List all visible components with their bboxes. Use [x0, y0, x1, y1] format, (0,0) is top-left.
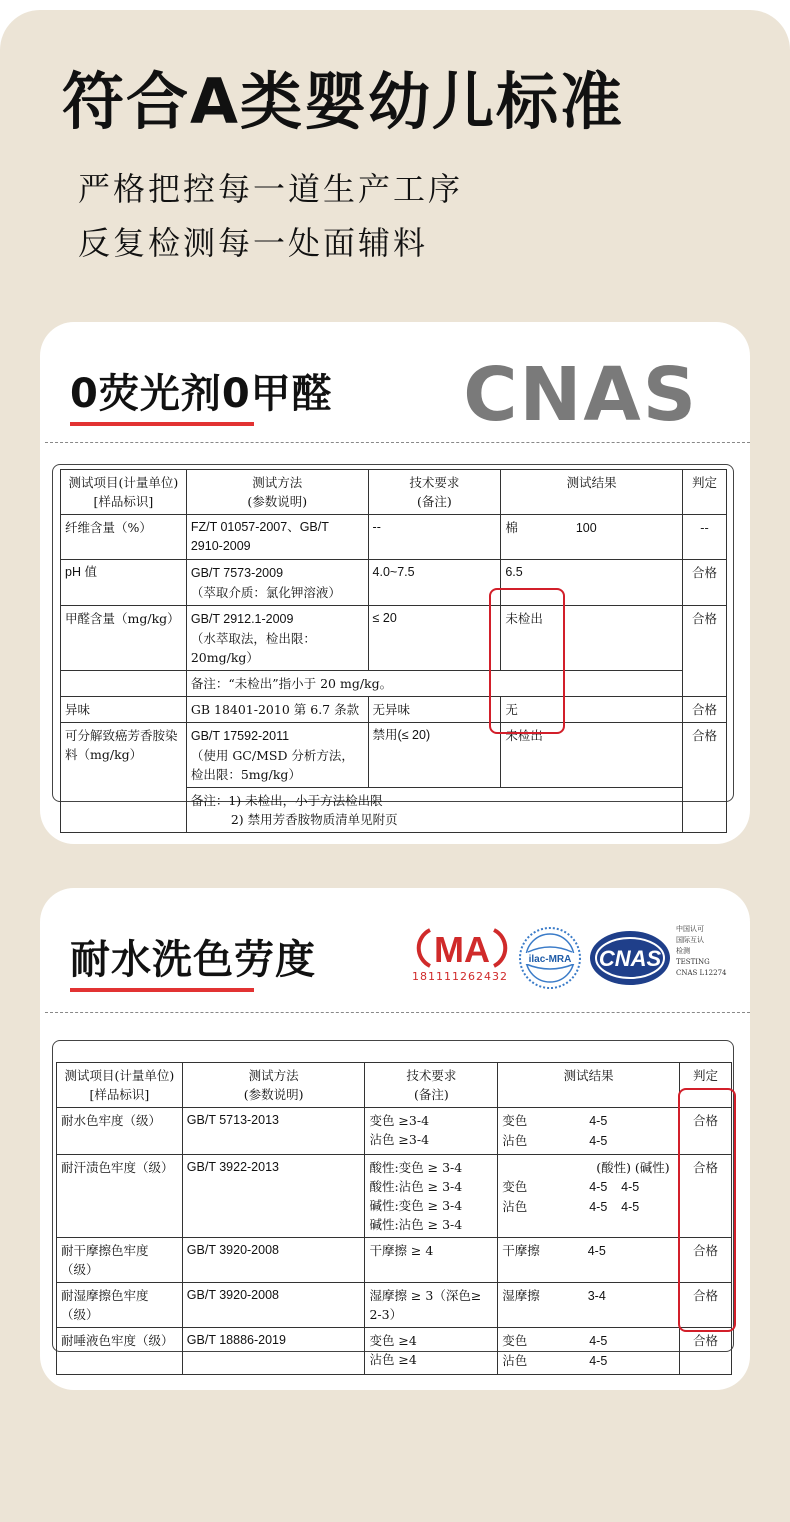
- table-header-row: [57, 1063, 732, 1108]
- colorfastness-card: [40, 888, 750, 1390]
- col-requirement-header: 技术要求 (备注): [365, 1063, 498, 1108]
- result-highlight-box: [489, 588, 565, 734]
- subtitle-line-1: 严格把控每一道生产工序: [78, 170, 464, 208]
- table-row: 纤维含量（%） FZ/T 01057-2007、GB/T 2910-2009 -- 棉 100 --: [61, 515, 727, 560]
- col-item-header: 测试项目(计量单位) [样品标识]: [57, 1063, 183, 1108]
- col-result-header: 测试结果: [501, 470, 683, 515]
- title-underline: [70, 988, 254, 992]
- test-report-table: [60, 469, 727, 833]
- certification-logos: [412, 924, 732, 994]
- table-row: 耐湿摩擦色牢度（级） GB/T 3920-2008 湿摩擦 ≥ 3（深色≥ 2-3） 湿摩擦 3-4 合格: [57, 1283, 732, 1328]
- verdict-highlight-box: [678, 1088, 736, 1332]
- table-note-row: 备注：“未检出”指小于 20 mg/kg。: [61, 671, 727, 697]
- table-row: 耐水色牢度（级） GB/T 5713-2013 变色 ≥3-4 沾色 ≥3-4 变色 4-5 沾色 4-5 合格: [57, 1108, 732, 1155]
- page-title: 符合A类婴幼儿标准: [62, 65, 624, 138]
- table-row: 异味 GB 18401-2010 第 6.7 条款 无异味 无 合格: [61, 697, 727, 723]
- table-row: 耐干摩擦色牢度（级） GB/T 3920-2008 干摩擦 ≥ 4 干摩擦 4-5 合格: [57, 1238, 732, 1283]
- cma-number: 181111262432: [412, 970, 508, 983]
- table-header-row: [61, 470, 727, 515]
- table-row: 可分解致癌芳香胺染料（mg/kg） GB/T 17592-2011 （使用 GC/MSD 分析方法，检出限：5mg/kg） 禁用(≤ 20) 未检出 合格: [61, 723, 727, 788]
- colorfastness-table: [56, 1062, 732, 1375]
- cnas-caption: 中国认可 国际互认 检测 TESTING CNAS L12274: [676, 925, 727, 977]
- svg-text:CNAS: CNAS: [598, 946, 662, 971]
- col-method-header: 测试方法 (参数说明): [186, 470, 368, 515]
- table-note-row: 备注：1) 未检出，小于方法检出限 2) 禁用芳香胺物质清单见附页: [61, 788, 727, 833]
- col-result-header: 测试结果: [498, 1063, 680, 1108]
- svg-text:MA: MA: [434, 929, 490, 970]
- col-requirement-header: 技术要求 (备注): [368, 470, 501, 515]
- card-title: 耐水洗色劳度: [70, 937, 316, 983]
- formaldehyde-card: [40, 322, 750, 844]
- title-underline: [70, 422, 254, 426]
- svg-text:ilac-MRA: ilac-MRA: [528, 954, 572, 965]
- cnas-badge: CNAS: [463, 352, 698, 438]
- table-row: 耐唾液色牢度（级） GB/T 18886-2019 变色 ≥4 沾色 ≥4 变色 4-5 沾色 4-5 合格: [57, 1328, 732, 1375]
- col-verdict-header: 判定: [683, 470, 727, 515]
- table-row: pH 值 GB/T 7573-2009 （萃取介质：氯化钾溶液） 4.0~7.5 6.5 合格: [61, 560, 727, 606]
- section-divider: [45, 1012, 750, 1014]
- table-row: 甲醛含量（mg/kg） GB/T 2912.1-2009 （水萃取法，检出限：20mg/kg） ≤ 20 未检出 合格: [61, 606, 727, 671]
- subtitle-line-2: 反复检测每一处面辅料: [78, 224, 429, 262]
- card-title: 0荧光剂0甲醛: [70, 371, 333, 417]
- cnas-logo-icon: [588, 928, 672, 988]
- col-verdict-header: 判定: [680, 1063, 732, 1108]
- col-method-header: 测试方法 (参数说明): [182, 1063, 365, 1108]
- section-divider: [45, 442, 750, 444]
- cma-logo-icon: [412, 926, 512, 972]
- ilac-mra-logo-icon: [518, 926, 582, 990]
- table-row: 耐汗渍色牢度（级） GB/T 3922-2013 酸性:变色 ≥ 3-4 酸性:沾色 ≥ 3-4 碱性:变色 ≥ 3-4 碱性:沾色 ≥ 3-4 (酸性) (碱性) 变色 4-5 4-5 沾色 4-5 4-5 合格: [57, 1155, 732, 1238]
- col-item-header: 测试项目(计量单位) [样品标识]: [61, 470, 187, 515]
